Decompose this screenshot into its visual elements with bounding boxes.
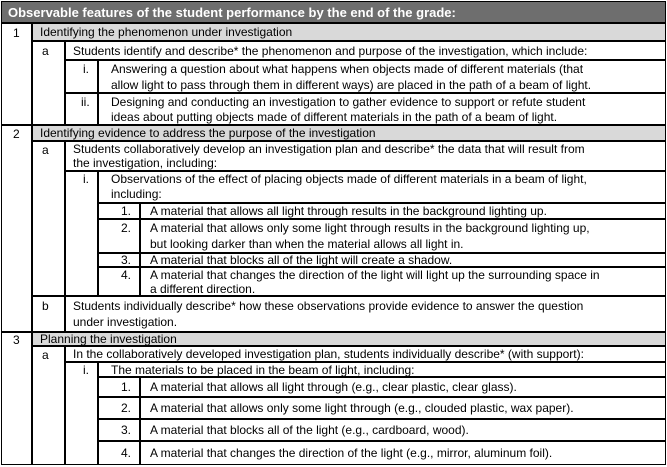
section-3-heading-cell	[32, 332, 666, 346]
section-2a-i-item-2-text-cell	[140, 219, 666, 253]
section-2a-i-item-4-text-cell	[140, 267, 666, 296]
section-3a-i-item-1-number: 1.	[121, 380, 132, 394]
section-2a-i-item-4-number-cell	[98, 267, 140, 296]
section-1a-i-number: i.	[83, 62, 89, 76]
section-2b-text-cell	[65, 296, 666, 332]
section-1a-i-line-1: Answering a question about what happens when objects made of different materials (that	[111, 62, 584, 76]
section-3a-i-item-1-text: A material that allows all light through (e.g., clear plastic, clear glass).	[150, 380, 517, 394]
section-1a-ii-number-cell	[65, 93, 98, 125]
section-2-number: 2	[13, 127, 20, 141]
section-2a-i-item-1-text-cell	[140, 203, 666, 219]
section-1a-ii-line-2: ideas about putting objects made of different materials in the path of a beam of light.	[111, 110, 558, 124]
section-2a-line-2: the investigation, including:	[73, 156, 218, 170]
section-2a-i-item-3-number-cell	[98, 253, 140, 267]
section-2a-i-item-3-number: 3.	[121, 253, 132, 267]
table-title: Observable features of the student performance by the end of the grade:	[8, 5, 456, 20]
section-3a-i-item-4-number-cell	[98, 441, 140, 465]
section-3a-i-item-4-number: 4.	[121, 446, 132, 460]
section-3a-i-text-cell	[98, 362, 666, 377]
section-2a-i-item-3-text-cell	[140, 253, 666, 267]
section-1a-letter: a	[42, 44, 49, 58]
section-2a-i-number: i.	[83, 172, 89, 186]
section-2a-line-1: Students collaboratively develop an investigation plan and describe* the data that will result from	[73, 142, 585, 156]
section-2a-i-item-2-line-1: A material that allows only some light through results in the background lighting up,	[150, 221, 590, 235]
section-3a-i-item-2-number: 2.	[121, 401, 132, 415]
section-2b-line-2: under investigation.	[73, 315, 178, 329]
section-3a-letter-cell	[32, 346, 65, 465]
section-2a-letter-cell	[32, 141, 65, 296]
section-2a-i-number-cell	[65, 171, 98, 296]
section-3a-i-item-3-number: 3.	[121, 423, 132, 437]
section-3a-letter: a	[42, 348, 49, 362]
section-1a-ii-text-cell	[98, 93, 666, 125]
section-3a-text: In the collaboratively developed investigation plan, students individually describe* (with support):	[73, 347, 584, 361]
section-3a-i-item-3-number-cell	[98, 419, 140, 441]
section-2a-text-cell	[65, 141, 666, 171]
section-2b-line-1: Students individually describe* how these observations provide evidence to answer the question	[73, 299, 584, 313]
section-1-heading-cell	[32, 23, 666, 41]
section-2a-i-item-4-line-2: a different direction.	[150, 282, 256, 296]
section-2a-i-item-2-line-2: but looking darker than when the material allows all light in.	[150, 237, 464, 251]
section-2a-i-line-2: including:	[111, 187, 162, 201]
section-1-number: 1	[13, 26, 20, 40]
section-2a-i-item-2-number-cell	[98, 219, 140, 253]
section-3a-i-item-1-number-cell	[98, 377, 140, 397]
section-2a-i-item-1-text: A material that allows all light through results in the background lighting up.	[150, 204, 547, 218]
section-3a-i-item-4-text-cell	[140, 441, 666, 465]
section-2a-i-item-2-number: 2.	[121, 221, 132, 235]
section-1a-text-cell	[65, 41, 666, 60]
section-2b-letter: b	[42, 299, 49, 313]
section-1-heading: Identifying the phenomenon under investigation	[40, 25, 293, 39]
section-1a-text: Students identify and describe* the phenomenon and purpose of the investigation, which include:	[73, 44, 588, 58]
section-2a-i-item-3-text: A material that blocks all of the light will create a shadow.	[150, 253, 453, 267]
section-3a-i-item-2-text-cell	[140, 397, 666, 419]
section-1a-i-text-cell	[98, 60, 666, 93]
section-3-number: 3	[13, 333, 20, 347]
table-title-bar	[1, 1, 666, 23]
section-1-number-cell	[1, 23, 32, 125]
section-1a-ii-number: ii.	[81, 95, 90, 109]
section-2-number-cell	[1, 125, 32, 332]
section-2b-letter-cell	[32, 296, 65, 332]
section-2a-i-item-4-line-1: A material that changes the direction of the light will light up the surrounding space in	[150, 268, 600, 282]
section-3-number-cell	[1, 332, 32, 465]
section-2a-i-item-4-number: 4.	[121, 268, 132, 282]
section-1a-ii-line-1: Designing and conducting an investigation to gather evidence to support or refute student	[111, 95, 586, 109]
section-3a-i-item-3-text: A material that blocks all of the light (e.g., cardboard, wood).	[150, 423, 469, 437]
section-2-heading: Identifying evidence to address the purpose of the investigation	[40, 126, 376, 140]
section-3a-i-item-3-text-cell	[140, 419, 666, 441]
section-3a-i-item-1-text-cell	[140, 377, 666, 397]
observable-features-table	[1, 1, 666, 465]
section-3a-i-item-4-text: A material that changes the direction of the light (e.g., mirror, aluminum foil).	[150, 446, 553, 460]
section-2a-i-line-1: Observations of the effect of placing objects made of different materials in a beam of light,	[111, 172, 587, 186]
section-3-heading: Planning the investigation	[40, 332, 177, 346]
section-1a-letter-cell	[32, 41, 65, 125]
section-2a-letter: a	[42, 143, 49, 157]
section-1a-i-number-cell	[65, 60, 98, 93]
section-3a-i-text: The materials to be placed in the beam of light, including:	[111, 363, 415, 377]
section-3a-i-item-2-text: A material that allows only some light through (e.g., clouded plastic, wax paper).	[150, 401, 574, 415]
section-3a-text-cell	[65, 346, 666, 362]
section-2a-i-item-1-number: 1.	[121, 204, 132, 218]
section-2a-i-text-cell	[98, 171, 666, 203]
section-2-heading-cell	[32, 125, 666, 141]
section-1a-i-line-2: allow light to pass through them in different ways) are placed in the path of a beam of light.	[111, 78, 592, 92]
section-2a-i-item-1-number-cell	[98, 203, 140, 219]
section-3a-i-number: i.	[83, 363, 89, 377]
section-3a-i-number-cell	[65, 362, 98, 465]
section-3a-i-item-2-number-cell	[98, 397, 140, 419]
